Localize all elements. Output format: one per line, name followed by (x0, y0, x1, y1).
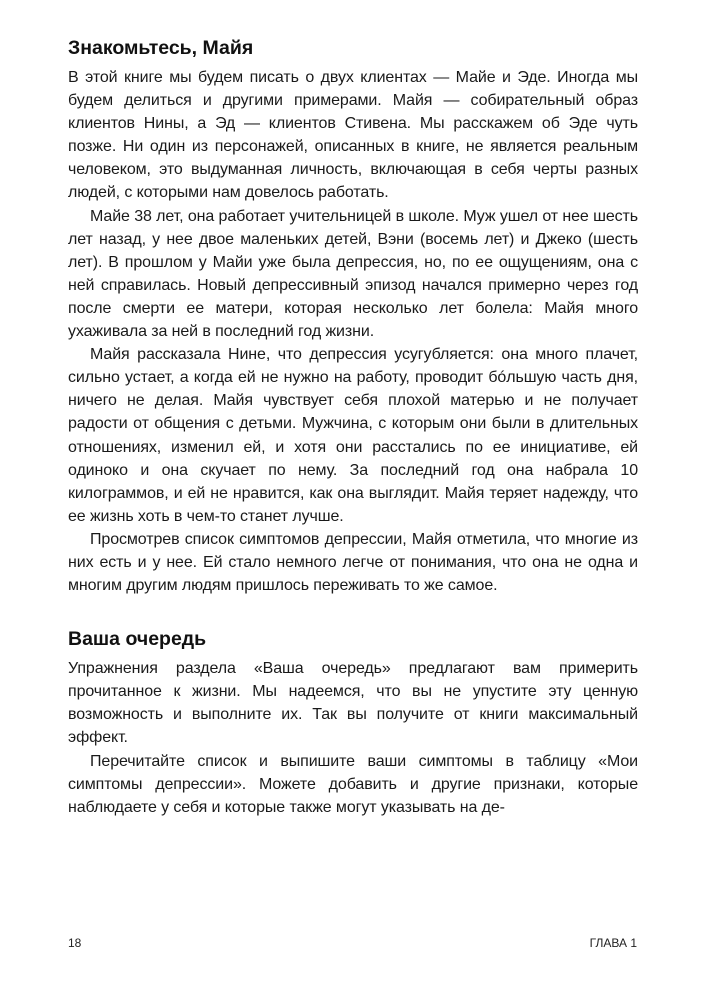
page-body (68, 34, 638, 819)
paragraph: Майя рассказала Нине, что депрессия усугубляется: она много плачет, сильно устает, а когда ей не нужно на работу, проводит бóльшую часть дня, ничего не делая. Майя чувствует себя плохой матерью и не получает радости от общения с детьми. Мужчина, с которым они были в длительных отношениях, изменил ей, и хотя они расстались по ее инициативе, ей одиноко и она скучает по нему. За последний год она набрала 10 килограммов, и ей не нравится, как она выглядит. Майя теряет надежду, что ее жизнь хоть в чем-то станет лучше. (68, 346, 638, 525)
page-number: 18 (68, 936, 82, 950)
paragraph: Упражнения раздела «Ваша очередь» предлагают вам примерить прочитанное к жизни. Мы надеемся, что вы не упустите эту ценную возможность и выполните их. Так вы получите от книги максимальный эффект. (68, 660, 638, 747)
paragraph: В этой книге мы будем писать о двух клиентах — Майе и Эде. Иногда мы будем делиться и другими примерами. Майя — собирательный образ клиентов Нины, а Эд — клиентов Стивена. Мы расскажем об Эде чуть позже. Ни один из персонажей, описанных в книге, не является реальным человеком, это выдуманная личность, включающая в себя черты разных людей, с которыми нам довелось работать. (68, 69, 638, 202)
section-heading-meet-maya: Знакомьтесь, Майя (68, 37, 254, 59)
paragraph: Перечитайте список и выпишите ваши симптомы в таблицу «Мои симптомы депрессии». Можете добавить и другие признаки, которые наблюдаете у себя и которые также могут указывать на де- (68, 752, 638, 816)
running-footer-chapter: ГЛАВА 1 (589, 936, 637, 950)
paragraph: Просмотрев список симптомов депрессии, Майя отметила, что многие из них есть и у нее. Ей стало немного легче от понимания, что она не одна и многим другим людям пришлось переживать то же самое. (68, 530, 638, 595)
paragraph: Майе 38 лет, она работает учительницей в школе. Муж ушел от нее шесть лет назад, у нее двое маленьких детей, Вэни (восемь лет) и Джеко (шесть лет). В прошлом у Майи уже была депрессия, но, по ее ощущениям, она с ней справилась. Новый депрессивный эпизод начался примерно через год после смерти ее матери, которая несколько лет болела: Майя много ухаживала за ней в последний год жизни. (68, 207, 638, 341)
section-heading-your-turn: Ваша очередь (68, 628, 207, 651)
